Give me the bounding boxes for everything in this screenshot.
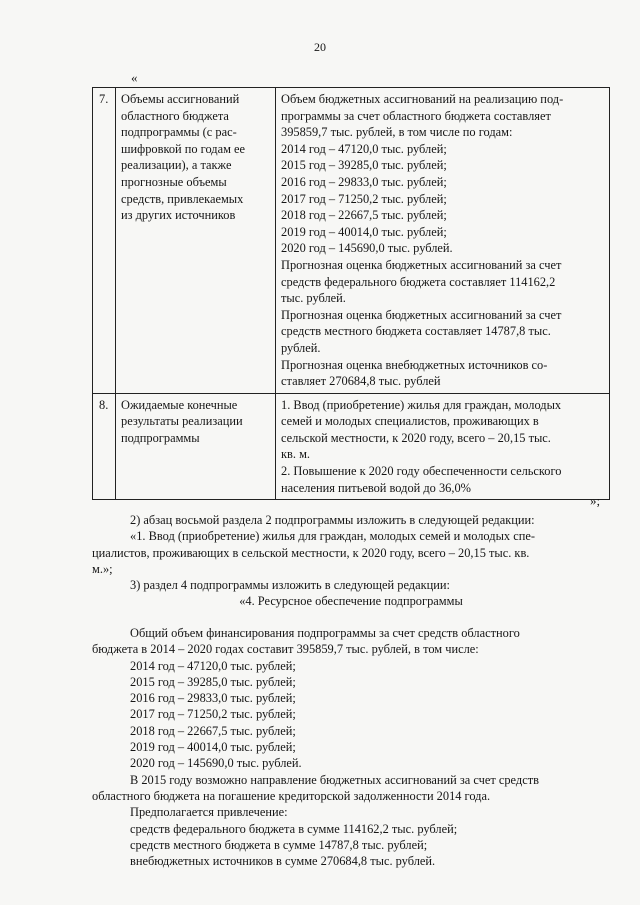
row-name-cell	[116, 393, 276, 500]
cell-line: средств федерального бюджета составляет 114162,2	[281, 274, 556, 289]
year-line: 2017 год – 71250,2 тыс. рублей;	[130, 707, 296, 722]
cell-line: рублей.	[281, 340, 321, 355]
quoted-text-line: «1. Ввод (приобретение) жилья для граждан, молодых семей и молодых спе-	[130, 529, 535, 544]
paragraph-line: Общий объем финансирования подпрограммы за счет средств областного	[130, 626, 520, 640]
item-heading: 2) абзац восьмой раздела 2 подпрограммы изложить в следующей редакции:	[130, 513, 535, 527]
cell-line: из других источников	[121, 208, 236, 223]
cell-line: подпрограммы	[121, 430, 200, 445]
cell-line: 2017 год – 71250,2 тыс. рублей;	[281, 191, 447, 206]
opening-quote: «	[131, 70, 138, 85]
cell-line: 2016 год – 29833,0 тыс. рублей;	[281, 174, 447, 189]
row-number: 8.	[93, 393, 116, 500]
attraction-line: внебюджетных источников в сумме 270684,8 тыс. рублей.	[130, 854, 436, 869]
year-line: 2020 год – 145690,0 тыс. рублей.	[130, 756, 302, 771]
attraction-line: средств местного бюджета в сумме 14787,8 тыс. рублей;	[130, 837, 428, 852]
cell-line: 395859,7 тыс. рублей, в том числе по годам:	[281, 125, 513, 140]
cell-line: Прогнозная оценка внебюджетных источников со-	[281, 357, 548, 372]
paragraph-line: Предполагается привлечение:	[130, 805, 288, 820]
paragraph-line: областного бюджета на погашение кредиторской задолженности 2014 года.	[92, 788, 491, 803]
year-line: 2016 год – 29833,0 тыс. рублей;	[130, 691, 296, 706]
cell-line: шифровкой по годам ее	[121, 141, 246, 156]
year-line: 2018 год – 22667,5 тыс. рублей;	[130, 723, 296, 738]
cell-line: населения питьевой водой до 36,0%	[281, 480, 471, 495]
cell-line: программы за счет областного бюджета составляет	[281, 108, 551, 123]
page-number: 20	[314, 40, 326, 54]
cell-line: 2020 год – 145690,0 тыс. рублей.	[281, 241, 453, 256]
cell-line: 2. Повышение к 2020 году обеспеченности сельского	[281, 464, 562, 479]
cell-line: 1. Ввод (приобретение) жилья для граждан, молодых	[281, 397, 562, 412]
cell-line: семей и молодых специалистов, проживающих в	[281, 414, 539, 429]
cell-line: Прогнозная оценка бюджетных ассигнований за счет	[281, 307, 562, 322]
amendment-item-3	[92, 577, 610, 610]
cell-line: средств, привлекаемых	[121, 191, 244, 206]
paragraph-line: бюджета в 2014 – 2020 годах составит 395859,7 тыс. рублей, в том числе:	[92, 642, 479, 657]
year-line: 2014 год – 47120,0 тыс. рублей;	[130, 658, 296, 673]
amendment-item-2	[92, 512, 610, 577]
cell-line: Объемы ассигнований	[121, 92, 240, 106]
row-name-cell	[116, 88, 276, 394]
year-line: 2015 год – 39285,0 тыс. рублей;	[130, 674, 296, 689]
table-row	[93, 88, 610, 394]
row-number: 7.	[93, 88, 116, 394]
row-content-cell	[276, 393, 610, 500]
quoted-text-line: циалистов, проживающих в сельской местности, к 2020 году, всего – 20,15 тыс. кв.	[92, 545, 530, 560]
table-row	[93, 393, 610, 500]
attraction-line: средств федерального бюджета в сумме 114162,2 тыс. рублей;	[130, 821, 458, 836]
cell-line: Прогнозная оценка бюджетных ассигнований за счет	[281, 257, 562, 272]
section-title: «4. Ресурсное обеспечение подпрограммы	[239, 594, 463, 609]
cell-line: тыс. рублей.	[281, 291, 346, 306]
cell-line: областного бюджета	[121, 108, 229, 123]
cell-line: 2019 год – 40014,0 тыс. рублей;	[281, 224, 447, 239]
cell-line: ставляет 270684,8 тыс. рублей	[281, 374, 441, 389]
item-heading: 3) раздел 4 подпрограммы изложить в следующей редакции:	[130, 578, 450, 592]
cell-line: Ожидаемые конечные	[121, 397, 238, 412]
cell-line: прогнозные объемы	[121, 174, 227, 189]
cell-line: Объем бюджетных ассигнований на реализацию под-	[281, 92, 564, 106]
cell-line: подпрограммы (с рас-	[121, 125, 237, 140]
section-4-text	[92, 625, 610, 869]
cell-line: средств местного бюджета составляет 14787,8 тыс.	[281, 324, 551, 339]
cell-line: сельской местности, к 2020 году, всего – 20,15 тыс.	[281, 430, 551, 445]
cell-line: 2015 год – 39285,0 тыс. рублей;	[281, 158, 447, 173]
row-content-cell	[276, 88, 610, 394]
cell-line: реализации), а также	[121, 158, 232, 173]
year-line: 2019 год – 40014,0 тыс. рублей;	[130, 740, 296, 755]
cell-line: 2018 год – 22667,5 тыс. рублей;	[281, 208, 447, 223]
quoted-text-line: м.»;	[92, 561, 113, 576]
passport-table	[92, 87, 610, 500]
paragraph-line: В 2015 году возможно направление бюджетных ассигнований за счет средств	[130, 772, 539, 787]
cell-line: 2014 год – 47120,0 тыс. рублей;	[281, 141, 447, 156]
cell-line: результаты реализации	[121, 414, 243, 429]
closing-quote: »;	[590, 493, 601, 508]
cell-line: кв. м.	[281, 447, 311, 462]
